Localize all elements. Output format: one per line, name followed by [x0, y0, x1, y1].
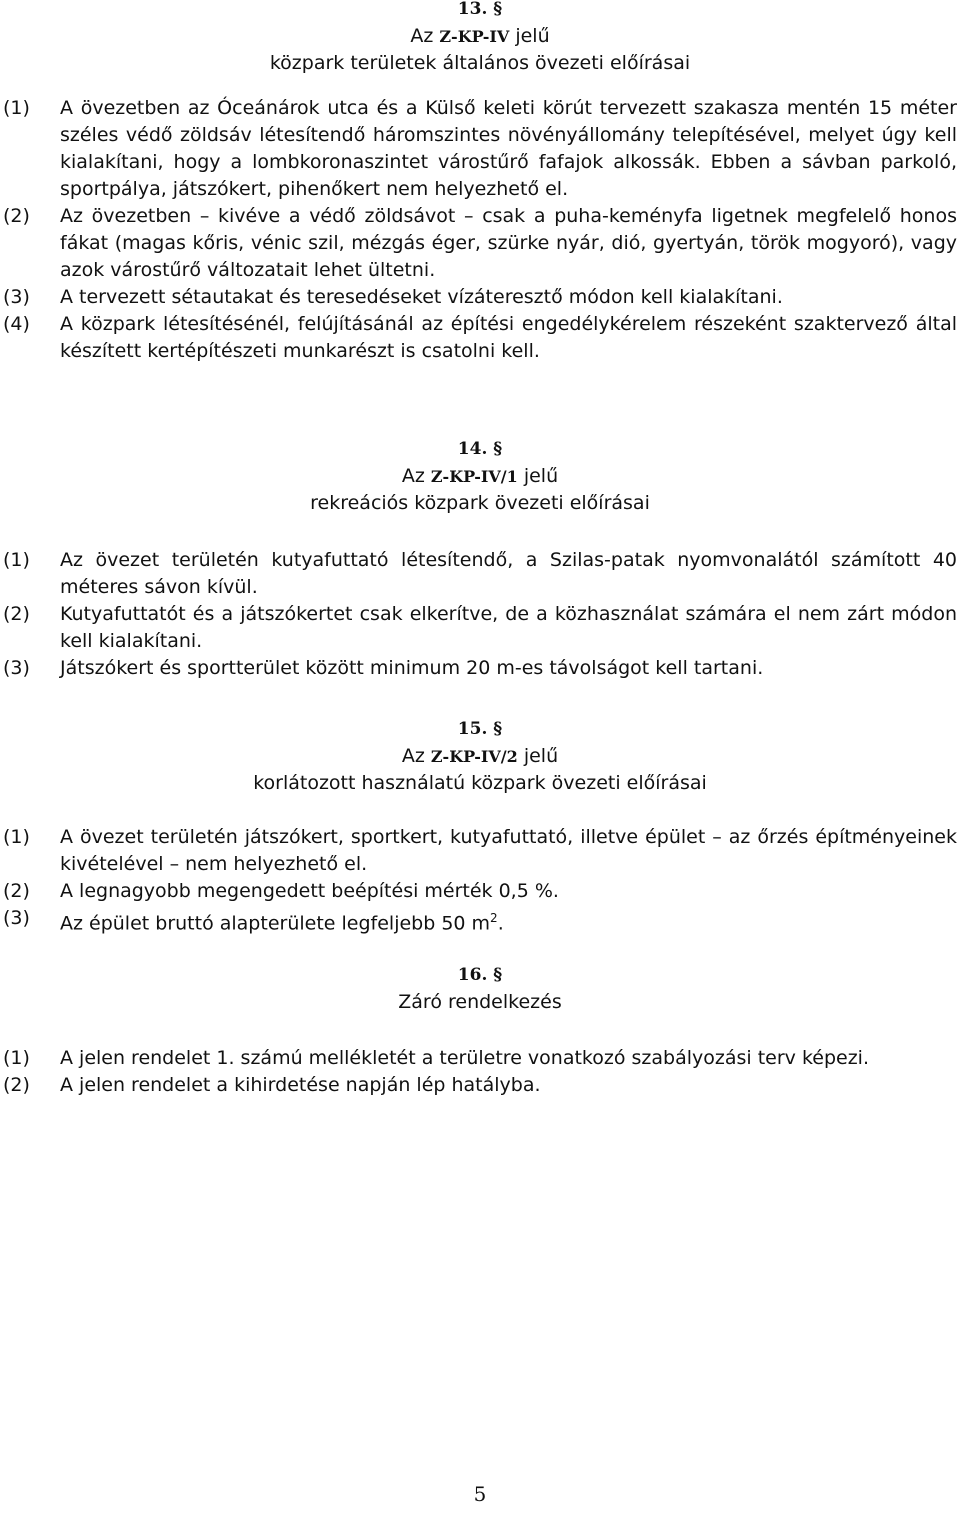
paragraph-text-end: .: [497, 912, 504, 935]
paragraph-text: A közpark létesítésénél, felújításánál az építési engedélykérelem részeként szaktervező által készített kertépítészeti munkarészt is csatolni kell.: [60, 313, 957, 362]
paragraph-text: A legnagyobb megengedett beépítési mérték 0,5 %.: [60, 880, 559, 902]
paragraph-text: Játszókert és sportterület között minimum 20 m-es távolságot kell tartani.: [60, 657, 764, 679]
section-14-heading: [0, 436, 960, 517]
paragraph: [0, 547, 960, 601]
section-subtitle: Záró rendelkezés: [398, 991, 562, 1013]
paragraph-number: (1): [3, 826, 30, 848]
zone-code: Z-KP-IV/2: [430, 747, 518, 766]
paragraph-text: Az övezetben – kivéve a védő zöldsávot – csak a puha-keményfa ligetnek megfelelő honos fákat (magas kőris, vénic szil, mézgás éger, szürke nyár, dió, gyertyán, török mogyoró), vagy azok várostűrő változatait lehet ültetni.: [60, 205, 957, 281]
paragraph-text-main: Az épület bruttó alapterülete legfeljebb 50 m: [60, 912, 491, 935]
paragraph-text: A jelen rendelet 1. számú mellékletét a területre vonatkozó szabályozási terv képezi.: [60, 1047, 870, 1069]
paragraph-text: [60, 905, 957, 937]
paragraph: [0, 284, 960, 311]
paragraph: [0, 905, 960, 937]
page-number: 5: [473, 1482, 487, 1506]
title-suffix: jelű: [517, 465, 559, 487]
paragraph-text: A tervezett sétautakat és teresedéseket vízáteresztő módon kell kialakítani.: [60, 286, 783, 308]
paragraph-number: (1): [3, 1047, 30, 1069]
superscript: 2: [490, 911, 498, 925]
paragraph: [0, 601, 960, 655]
paragraph: [0, 1045, 960, 1072]
paragraph: [0, 203, 960, 284]
title-prefix: Az: [401, 465, 431, 487]
paragraph-text: Az övezet területén kutyafuttató létesítendő, a Szilas-patak nyomvonalától számított 40 méteres sávon kívül.: [60, 549, 957, 598]
section-number: 15. §: [457, 719, 503, 739]
title-suffix: jelű: [509, 25, 550, 47]
section-subtitle: korlátozott használatú közpark övezeti előírásai: [253, 772, 707, 794]
paragraph: [0, 311, 960, 365]
section-title: [0, 743, 960, 770]
section-subtitle: közpark területek általános övezeti előírásai: [269, 52, 691, 74]
paragraph-number: (2): [3, 205, 30, 227]
zone-code: Z-KP-IV: [439, 27, 510, 46]
paragraph-text: A jelen rendelet a kihirdetése napján lép hatályba.: [60, 1074, 541, 1096]
section-13-heading: [0, 0, 960, 77]
zone-code: Z-KP-IV/1: [430, 467, 518, 486]
section-16-heading: [0, 962, 960, 1016]
paragraph-number: (2): [3, 1074, 30, 1096]
section-15-body: [0, 824, 960, 937]
paragraph-number: (4): [3, 313, 30, 335]
paragraph: [0, 95, 960, 203]
paragraph-number: (2): [3, 880, 30, 902]
title-prefix: Az: [401, 745, 431, 767]
paragraph-number: (1): [3, 549, 30, 571]
section-title: [0, 463, 960, 490]
paragraph-number: (3): [3, 657, 30, 679]
section-16-body: [0, 1045, 960, 1099]
paragraph: [0, 878, 960, 905]
section-number: 13. §: [457, 0, 503, 19]
section-number: 16. §: [457, 965, 503, 985]
section-14-body: [0, 547, 960, 682]
section-subtitle: rekreációs közpark övezeti előírásai: [310, 492, 650, 514]
section-13-body: [0, 95, 960, 365]
paragraph: [0, 1072, 960, 1099]
paragraph-number: (1): [3, 97, 30, 119]
paragraph-number: (2): [3, 603, 30, 625]
paragraph-text: Kutyafuttatót és a játszókertet csak elkerítve, de a közhasználat számára el nem zárt módon kell kialakítani.: [60, 603, 957, 652]
paragraph-number: (3): [3, 907, 30, 929]
paragraph-text: A övezetben az Óceánárok utca és a Külső keleti körút tervezett szakasza mentén 15 méter széles védő zöldsáv létesítendő háromszintes növényállomány telepítésével, melyet úgy kell kialakítani, hogy a lombkoronaszintet várostűrő fafajok alkossák. Ebben a sávban parkoló, sportpálya, játszókert, pihenőkert nem helyezhető el.: [60, 97, 957, 200]
section-title: [0, 23, 960, 50]
title-prefix: Az: [410, 25, 440, 47]
paragraph-number: (3): [3, 286, 30, 308]
paragraph: [0, 824, 960, 878]
section-number: 14. §: [457, 439, 503, 459]
title-suffix: jelű: [517, 745, 559, 767]
section-15-heading: [0, 716, 960, 797]
paragraph-text: A övezet területén játszókert, sportkert, kutyafuttató, illetve épület – az őrzés építményeinek kivételével – nem helyezhető el.: [60, 826, 957, 875]
paragraph: [0, 655, 960, 682]
